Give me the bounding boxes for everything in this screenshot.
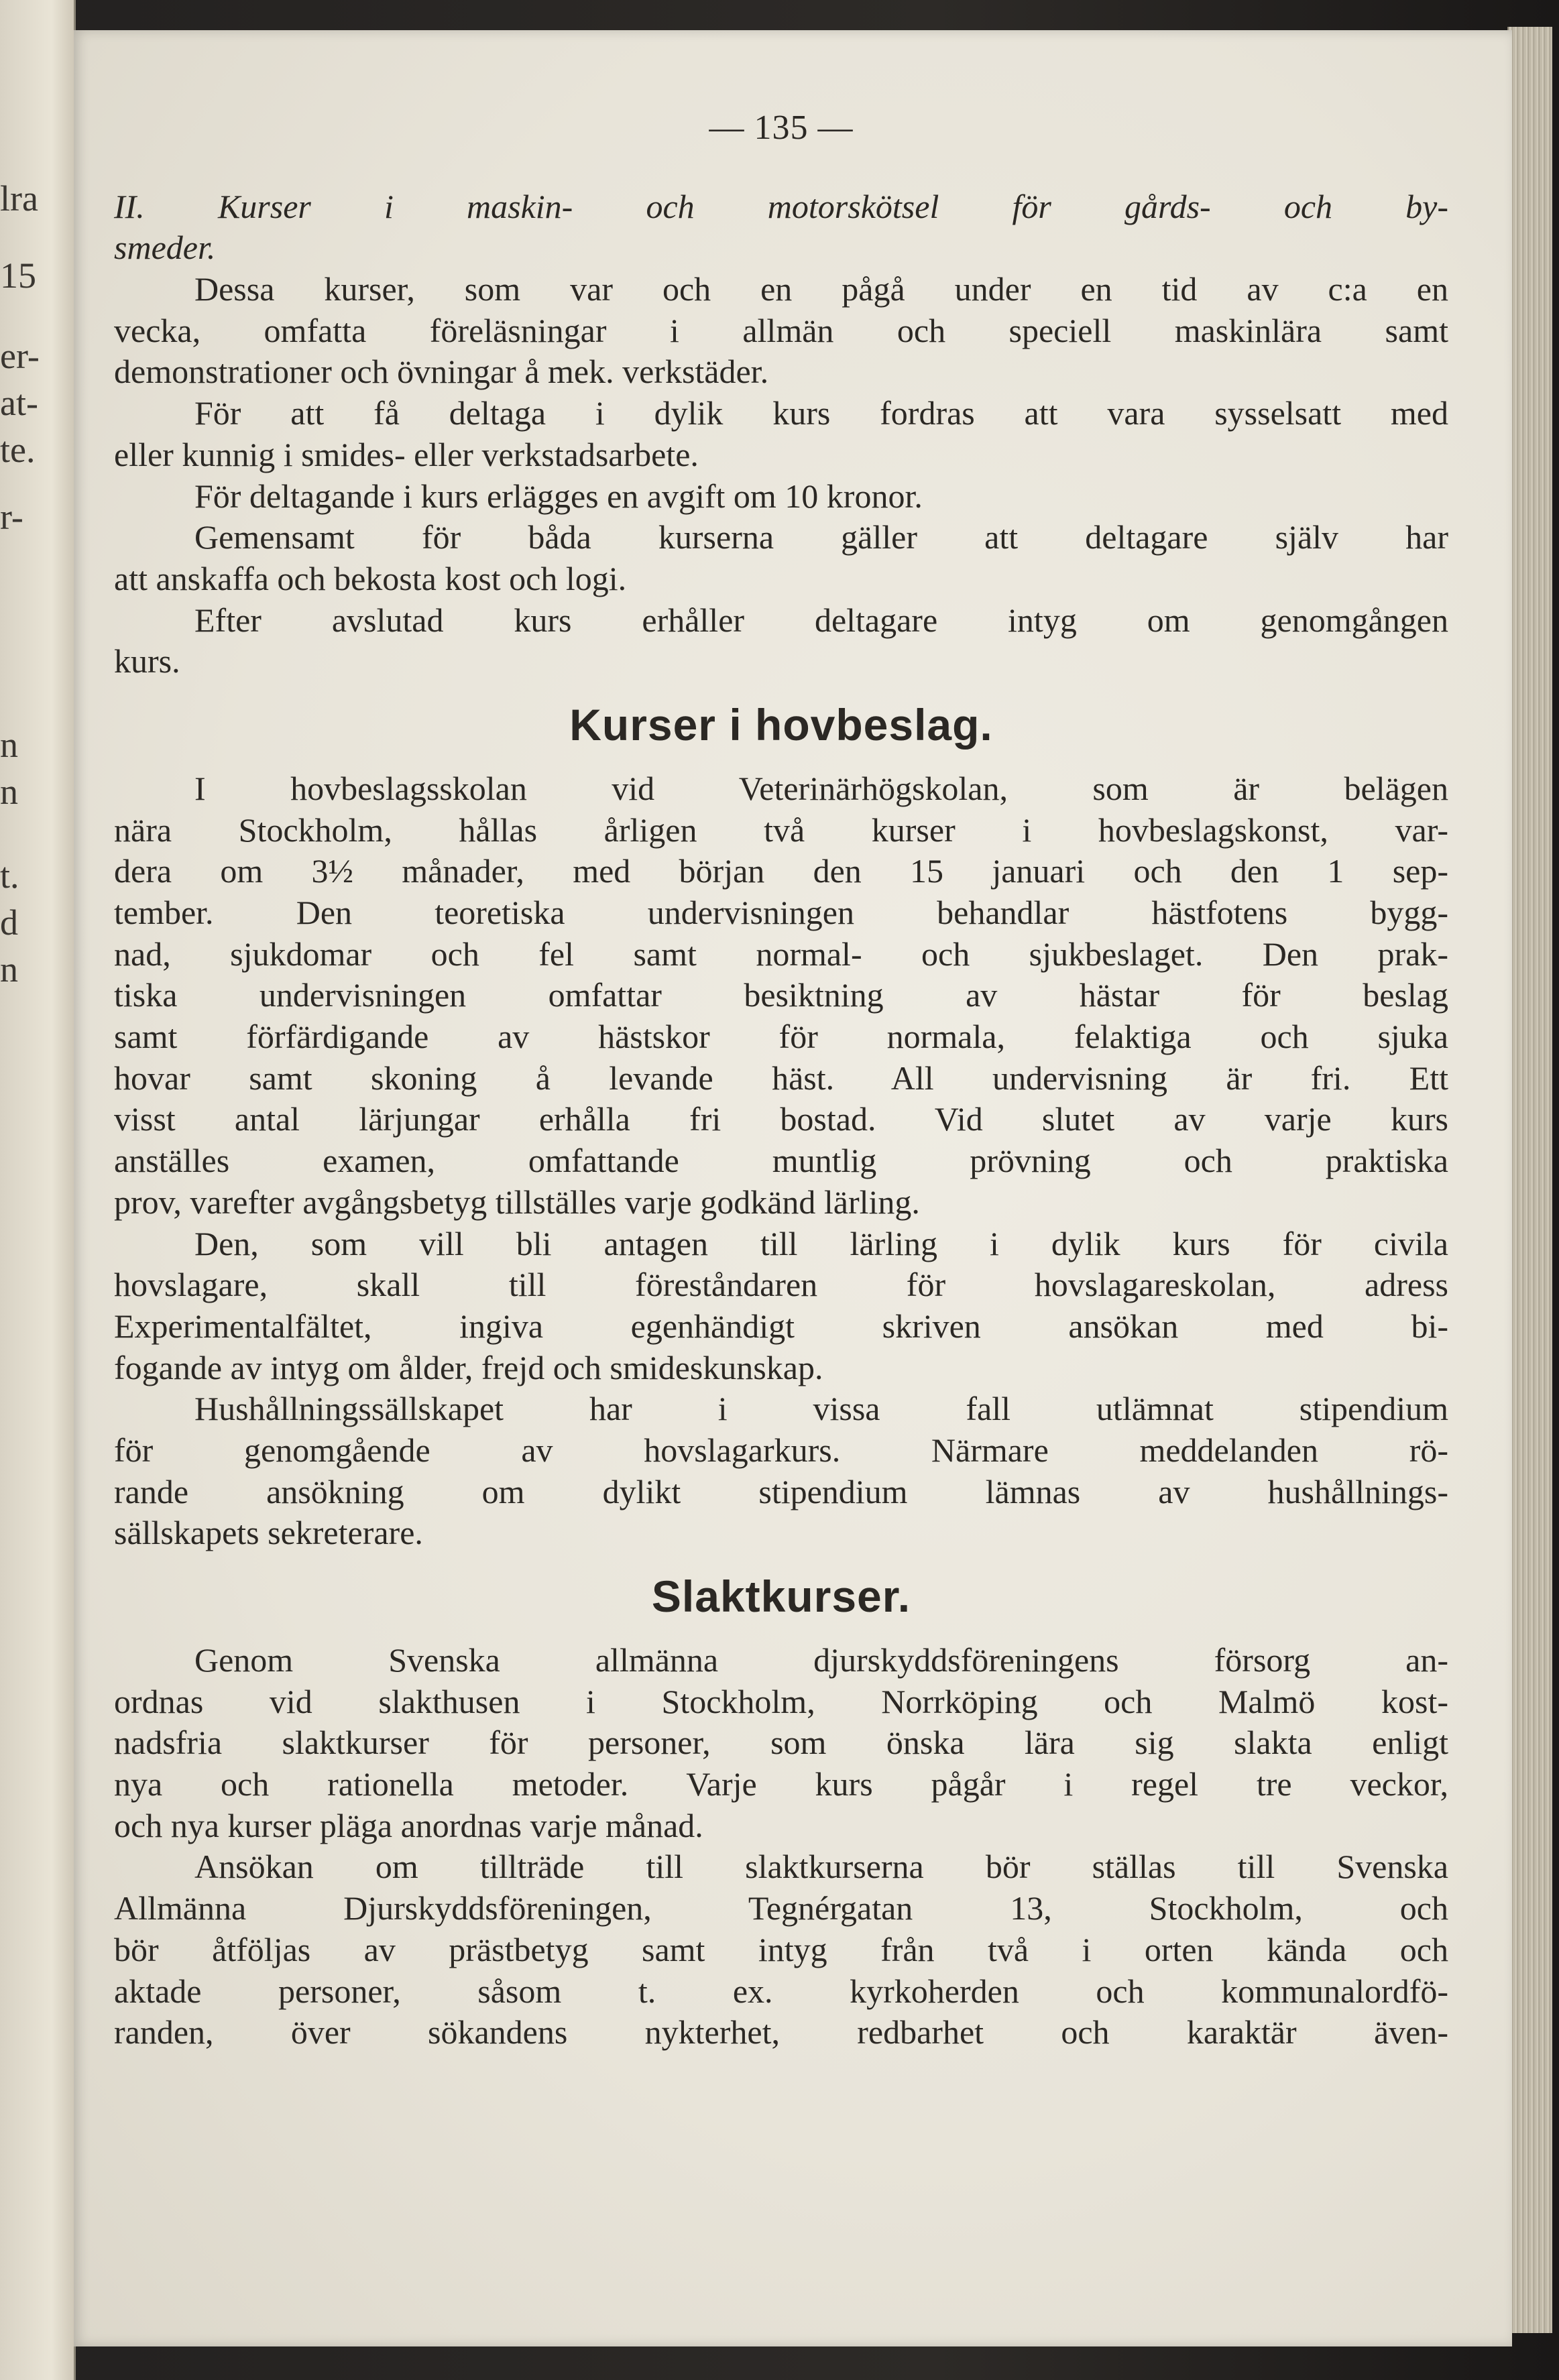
text-line: visst antal lärjungar erhålla fri bostad. Vid slutet av varje kurs xyxy=(114,1100,1448,1138)
text-line: bör åtföljas av prästbetyg samt intyg från två i orten kända och xyxy=(114,1930,1448,1968)
text-line: nära Stockholm, hållas årligen två kurser i hovbeslagskonst, var- xyxy=(114,811,1448,849)
section-heading: Kurser i hovbeslag. xyxy=(569,699,993,750)
text-line: För deltagande i kurs erlägges en avgift om 10 kronor. xyxy=(194,477,923,515)
text-line: dera om 3½ månader, med början den 15 januari och den 1 sep- xyxy=(114,852,1448,890)
text-line: För att få deltaga i dylik kurs fordras att vara sysselsatt med xyxy=(194,394,1448,432)
text-line: Genom Svenska allmänna djurskyddsföreningens försorg an- xyxy=(194,1641,1448,1679)
section-heading: Slaktkurser. xyxy=(651,1571,911,1622)
text-line: nad, sjukdomar och fel samt normal- och sjukbeslaget. Den prak- xyxy=(114,935,1448,973)
text-line: eller kunnig i smides- eller verkstadsarbete. xyxy=(114,435,699,473)
text-line: hovslagare, skall till föreståndaren för hovslagareskolan, adress xyxy=(114,1266,1448,1304)
text-line: hovar samt skoning å levande häst. All undervisning är fri. Ett xyxy=(114,1059,1448,1097)
text-line: tiska undervisningen omfattar besiktning av hästar för beslag xyxy=(114,976,1448,1014)
left-page-fragment: n xyxy=(0,725,18,765)
text-line: sällskapets sekreterare. xyxy=(114,1514,423,1552)
text-line: ordnas vid slakthusen i Stockholm, Norrköping och Malmö kost- xyxy=(114,1682,1448,1720)
text-line: demonstrationer och övningar å mek. verkstäder. xyxy=(114,353,769,391)
text-line: rande ansökning om dylikt stipendium lämnas av hushållnings- xyxy=(114,1472,1448,1510)
page-number-text: — 135 — xyxy=(709,109,854,147)
text-line: Dessa kurser, som var och en pågå under en tid av c:a en xyxy=(194,270,1448,308)
section-hovbeslag xyxy=(114,768,1448,1554)
text-line: nya och rationella metoder. Varje kurs pågår i regel tre veckor, xyxy=(114,1765,1448,1803)
text-line: Experimentalfältet, ingiva egenhändigt skriven ansökan med bi- xyxy=(114,1307,1448,1345)
text-line: vecka, omfatta föreläsningar i allmän och speciell maskinlära samt xyxy=(114,311,1448,349)
text-line: Gemensamt för båda kurserna gäller att deltagare själv har xyxy=(194,518,1448,556)
text-line: fogande av intyg om ålder, frejd och smideskunskap. xyxy=(114,1348,823,1386)
page-number xyxy=(114,107,1448,149)
text-line: att anskaffa och bekosta kost och logi. xyxy=(114,559,627,597)
text-line: för genomgående av hovslagarkurs. Närmare meddelanden rö- xyxy=(114,1431,1448,1469)
left-page-fragment: er- xyxy=(0,336,40,376)
page-content xyxy=(114,107,1448,2054)
section-slakt xyxy=(114,1640,1448,2054)
left-page-fragment: r- xyxy=(0,497,23,537)
book-page xyxy=(74,30,1512,2346)
left-page-fragment: 15 xyxy=(0,255,36,296)
left-page-fragment: d xyxy=(0,902,18,943)
text-line: prov, varefter avgångsbetyg tillställes varje godkänd lärling. xyxy=(114,1183,920,1221)
text-line: och nya kurser pläga anordnas varje månad. xyxy=(114,1806,703,1844)
left-page-edge xyxy=(0,0,76,2380)
text-line: randen, över sökandens nykterhet, redbarhet och karaktär även- xyxy=(114,2013,1448,2051)
left-page-fragment: n xyxy=(0,949,18,990)
text-line: nadsfria slaktkurser för personer, som önska lära sig slakta enligt xyxy=(114,1724,1448,1762)
left-page-fragment: at- xyxy=(0,383,38,423)
text-line: samt förfärdigande av hästskor för normala, felaktiga och sjuka xyxy=(114,1018,1448,1056)
text-line: Ansökan om tillträde till slaktkurserna bör ställas till Svenska xyxy=(194,1848,1448,1886)
left-page-fragment: lra xyxy=(0,178,38,219)
text-line: Hushållningssällskapet har i vissa fall utlämnat stipendium xyxy=(194,1390,1448,1428)
text-line: Den, som vill bli antagen till lärling i dylik kurs för civila xyxy=(194,1224,1448,1262)
text-line: II. Kurser i maskin- och motorskötsel för gårds- och by- xyxy=(114,187,1448,225)
text-line: Efter avslutad kurs erhåller deltagare intyg om genomgången xyxy=(194,601,1448,639)
left-page-fragment: te. xyxy=(0,430,36,470)
text-line: tember. Den teoretiska undervisningen behandlar hästfotens bygg- xyxy=(114,894,1448,932)
text-line: anställes examen, omfattande muntlig prövning och praktiska xyxy=(114,1142,1448,1180)
page-edges xyxy=(1507,27,1552,2333)
text-line: smeder. xyxy=(114,229,216,267)
text-line: I hovbeslagsskolan vid Veterinärhögskolan, som är belägen xyxy=(194,769,1448,807)
left-page-fragment: t. xyxy=(0,855,19,896)
left-page-fragment: n xyxy=(0,772,18,812)
text-line: aktade personer, såsom t. ex. kyrkoherden och kommunalordfö- xyxy=(114,1972,1448,2010)
text-line: kurs. xyxy=(114,642,180,680)
section-kurser-maskin xyxy=(114,186,1448,682)
text-line: Allmänna Djurskyddsföreningen, Tegnérgatan 13, Stockholm, och xyxy=(114,1889,1448,1927)
